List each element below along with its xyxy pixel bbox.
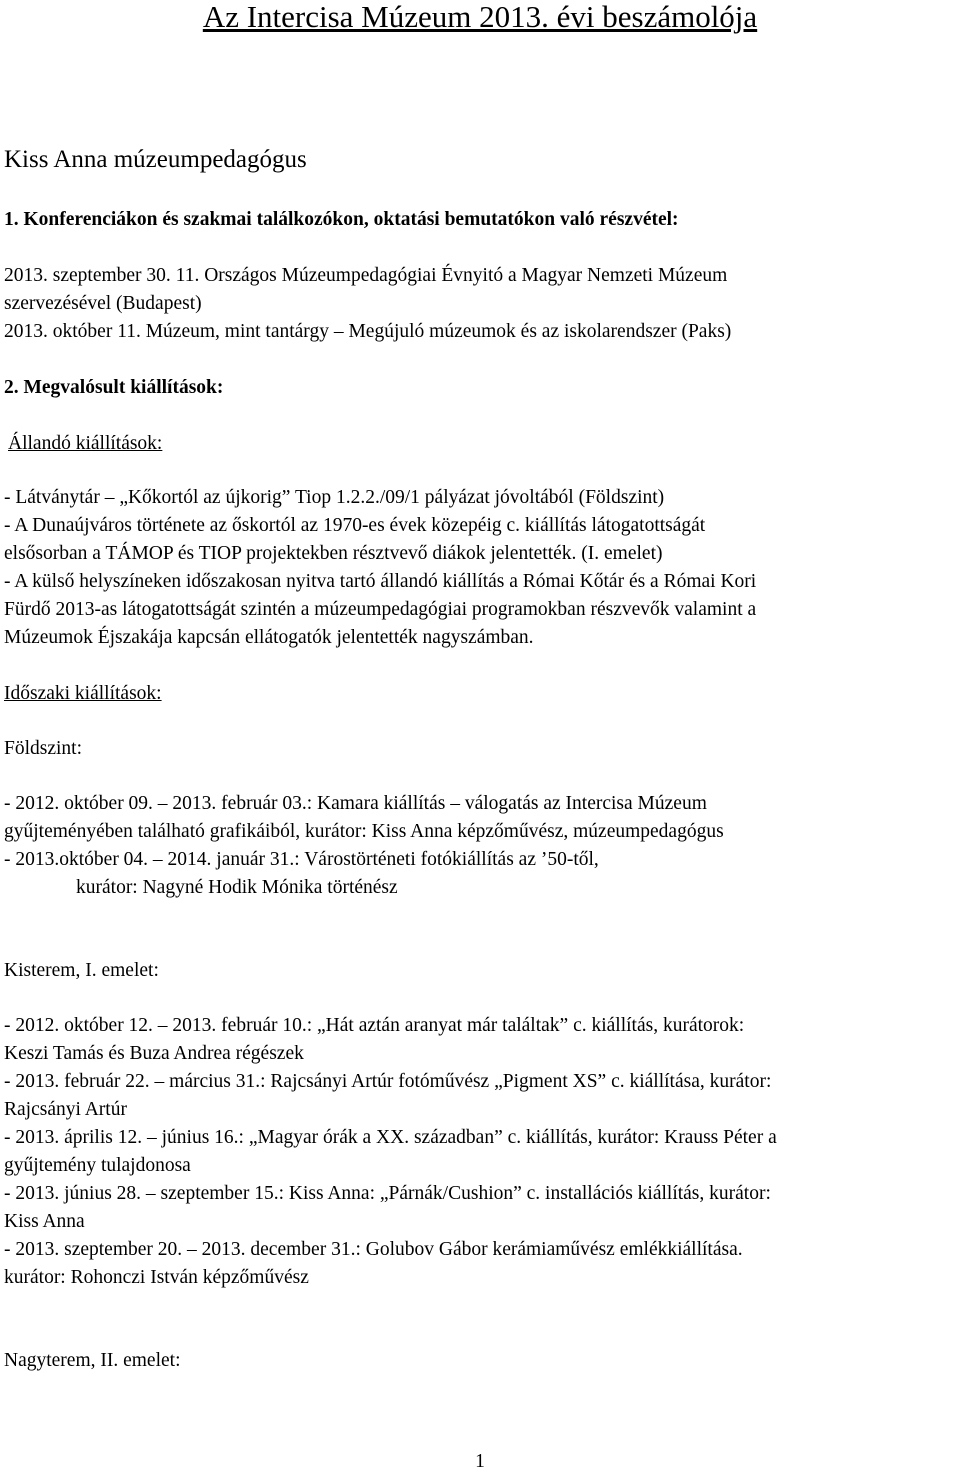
permanent-exhibitions-heading: Állandó kiállítások: — [8, 433, 163, 454]
small-hall-line: Rajcsányi Artúr — [4, 1099, 127, 1120]
author-line: Kiss Anna múzeumpedagógus — [4, 146, 307, 173]
permanent-line: - A külső helyszíneken időszakosan nyitva tartó állandó kiállítás a Római Kőtár és a Római Kori — [4, 571, 757, 592]
permanent-line: - Látványtár – „Kőkortól az újkorig” Tiop 1.2.2./09/1 pályázat jóvoltából (Földszint) — [4, 487, 665, 508]
small-hall-line: gyűjtemény tulajdonosa — [4, 1155, 191, 1176]
ground-floor-line: gyűjteményében található grafikáiból, kurátor: Kiss Anna képzőművész, múzeumpedagógus — [4, 821, 724, 842]
document-title: Az Intercisa Múzeum 2013. évi beszámolója — [202, 0, 758, 34]
section1-line: 2013. szeptember 30. 11. Országos Múzeumpedagógiai Évnyitó a Magyar Nemzeti Múzeum — [4, 265, 728, 286]
great-hall-heading: Nagyterem, II. emelet: — [4, 1350, 181, 1371]
temporary-exhibitions-heading: Időszaki kiállítások: — [4, 683, 162, 704]
small-hall-line: - 2013. február 22. – március 31.: Rajcsányi Artúr fotóművész „Pigment XS” c. kiállítása, kurátor: — [4, 1071, 772, 1092]
ground-floor-line: - 2013.október 04. – 2014. január 31.: Várostörténeti fotókiállítás az ’50-től, — [4, 849, 599, 870]
page-number: 1 — [475, 1451, 485, 1472]
section1-line: szervezésével (Budapest) — [4, 293, 202, 314]
small-hall-line: kurátor: Rohonczi István képzőművész — [4, 1267, 309, 1288]
small-hall-line: Kiss Anna — [4, 1211, 85, 1232]
ground-floor-heading: Földszint: — [4, 738, 83, 759]
permanent-line: elsősorban a TÁMOP és TIOP projektekben résztvevő diákok jelentették. (I. emelet) — [4, 543, 663, 564]
permanent-line: - A Dunaújváros története az őskortól az 1970-es évek közepéig c. kiállítás látogatottságát — [4, 515, 706, 536]
section1-heading: 1. Konferenciákon és szakmai találkozókon, oktatási bemutatókon való részvétel: — [4, 209, 679, 230]
ground-floor-line: kurátor: Nagyné Hodik Mónika történész — [76, 877, 398, 898]
small-hall-line: - 2013. április 12. – június 16.: „Magyar órák a XX. században” c. kiállítás, kurátor: Krauss Péter a — [4, 1127, 777, 1148]
small-hall-line: - 2012. október 12. – 2013. február 10.: „Hát aztán aranyat már találtak” c. kiállítás, kurátorok: — [4, 1015, 745, 1036]
permanent-line: Múzeumok Éjszakája kapcsán ellátogatók jelentették nagyszámban. — [4, 627, 534, 648]
ground-floor-line: - 2012. október 09. – 2013. február 03.: Kamara kiállítás – válogatás az Intercisa Múzeum — [4, 793, 707, 814]
permanent-line: Fürdő 2013-as látogatottságát szintén a múzeumpedagógiai programokban részvevők valamint a — [4, 599, 757, 620]
small-hall-line: - 2013. szeptember 20. – 2013. december 31.: Golubov Gábor kerámiaművész emlékkiállítása. — [4, 1239, 743, 1260]
small-hall-line: Keszi Tamás és Buza Andrea régészek — [4, 1043, 304, 1064]
section2-heading: 2. Megvalósult kiállítások: — [4, 377, 224, 398]
small-hall-heading: Kisterem, I. emelet: — [4, 960, 159, 981]
section1-line: 2013. október 11. Múzeum, mint tantárgy – Megújuló múzeumok és az iskolarendszer (Paks) — [4, 321, 732, 342]
small-hall-line: - 2013. június 28. – szeptember 15.: Kiss Anna: „Párnák/Cushion” c. installációs kiállítás, kurátor: — [4, 1183, 771, 1204]
